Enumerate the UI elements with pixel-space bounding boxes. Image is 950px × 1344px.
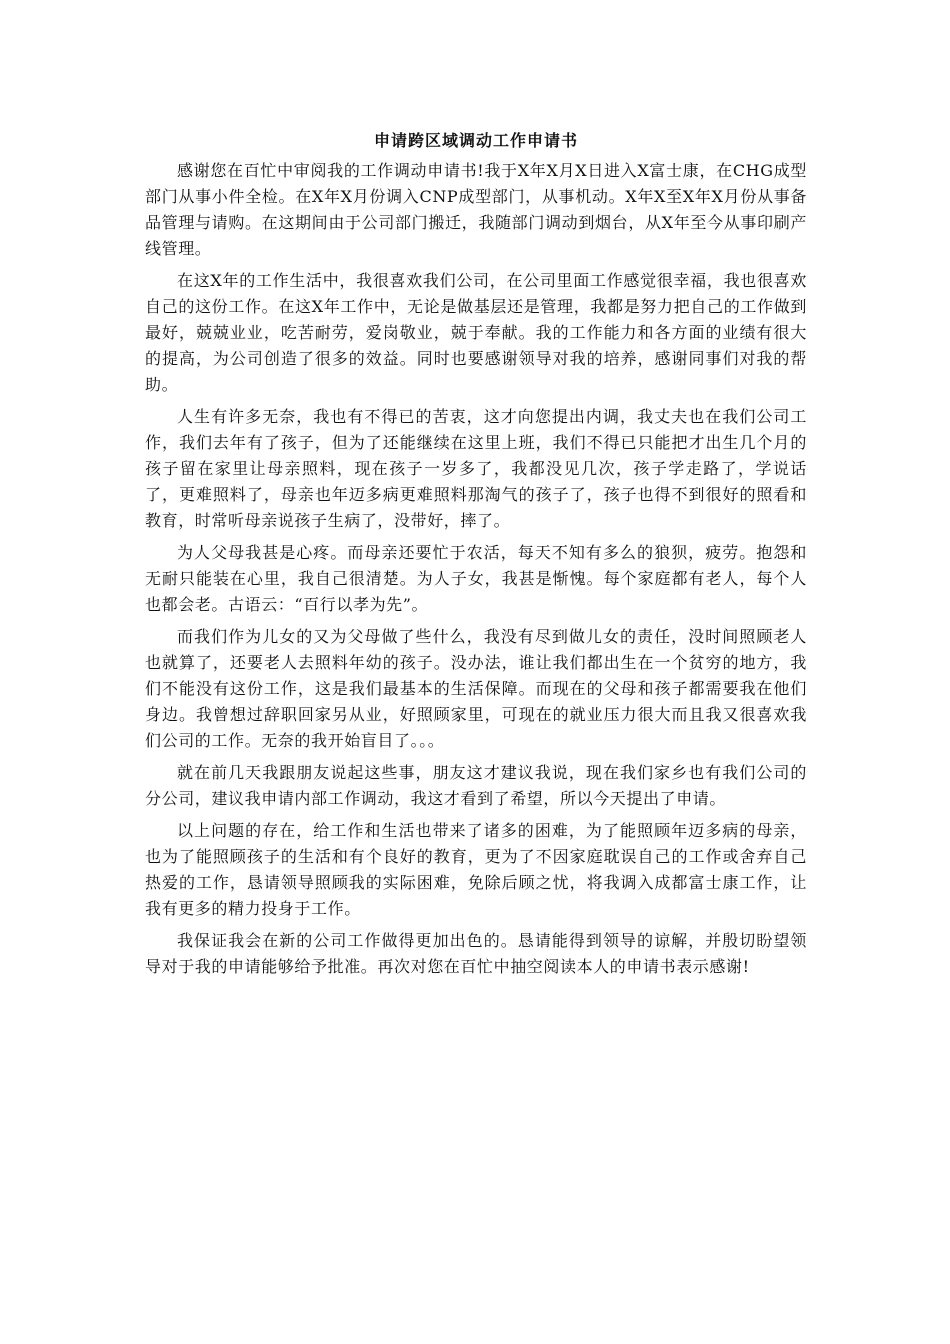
- paragraph-5: 而我们作为儿女的又为父母做了些什么，我没有尽到做儿女的责任，没时间照顾老人也就算了，还要老人去照料年幼的孩子。没办法，谁让我们都出生在一个贫穷的地方，我们不能没有这份工作，这是我们最基本的生活保障。而现在的父母和孩子都需要我在他们身边。我曾想过辞职回家另从业，好照顾家里，可现在的就业压力很大而且我又很喜欢我们公司的工作。无奈的我开始盲目了。。。: [145, 627, 807, 750]
- paragraph-7: 以上问题的存在，给工作和生活也带来了诸多的困难，为了能照顾年迈多病的母亲，也为了能照顾孩子的生活和有个良好的教育，更为了不因家庭耽误自己的工作或舍弃自己热爱的工作，恳请领导照顾我的实际困难，免除后顾之忧，将我调入成都富士康工作，让我有更多的精力投身于工作。: [145, 821, 807, 918]
- paragraph-2: 在这X年的工作生活中，我很喜欢我们公司，在公司里面工作感觉很幸福，我也很喜欢自己的这份工作。在这X年工作中，无论是做基层还是管理，我都是努力把自己的工作做到最好，兢兢业业，吃苦耐劳，爱岗敬业，兢于奉献。我的工作能力和各方面的业绩有很大的提高，为公司创造了很多的效益。同时也要感谢领导对我的培养，感谢同事们对我的帮助。: [145, 271, 807, 394]
- paragraph-3: 人生有许多无奈，我也有不得已的苦衷，这才向您提出内调，我丈夫也在我们公司工作，我们去年有了孩子，但为了还能继续在这里上班，我们不得已只能把才出生几个月的孩子留在家里让母亲照料，现在孩子一岁多了，我都没见几次，孩子学走路了，学说话了，更难照料了，母亲也年迈多病更难照料那淘气的孩子了，孩子也得不到很好的照看和教育，时常听母亲说孩子生病了，没带好，摔了。: [145, 407, 807, 530]
- paragraph-4: 为人父母我甚是心疼。而母亲还要忙于农活，每天不知有多么的狼狈，疲劳。抱怨和无耐只能装在心里，我自己很清楚。为人子女，我甚是惭愧。每个家庭都有老人，每个人也都会老。古语云：“百行以孝为先”。: [145, 543, 807, 614]
- paragraph-8: 我保证我会在新的公司工作做得更加出色的。恳请能得到领导的谅解，并殷切盼望领导对于我的申请能够给予批准。再次对您在百忙中抽空阅读本人的申请书表示感谢!: [145, 931, 807, 976]
- paragraph-6: 就在前几天我跟朋友说起这些事，朋友这才建议我说，现在我们家乡也有我们公司的分公司，建议我申请内部工作调动，我这才看到了希望，所以今天提出了申请。: [145, 763, 807, 808]
- document-title: 申请跨区域调动工作申请书: [373, 131, 578, 150]
- paragraph-1: 感谢您在百忙中审阅我的工作调动申请书!我于X年X月X日进入X富士康，在CHG成型部门从事小件全检。在X年X月份调入CNP成型部门，从事机动。X年X至X年X月份从事备品管理与请购。在这期间由于公司部门搬迁，我随部门调动到烟台，从X年至今从事印刷产线管理。: [145, 161, 807, 258]
- document-body: [145, 128, 807, 986]
